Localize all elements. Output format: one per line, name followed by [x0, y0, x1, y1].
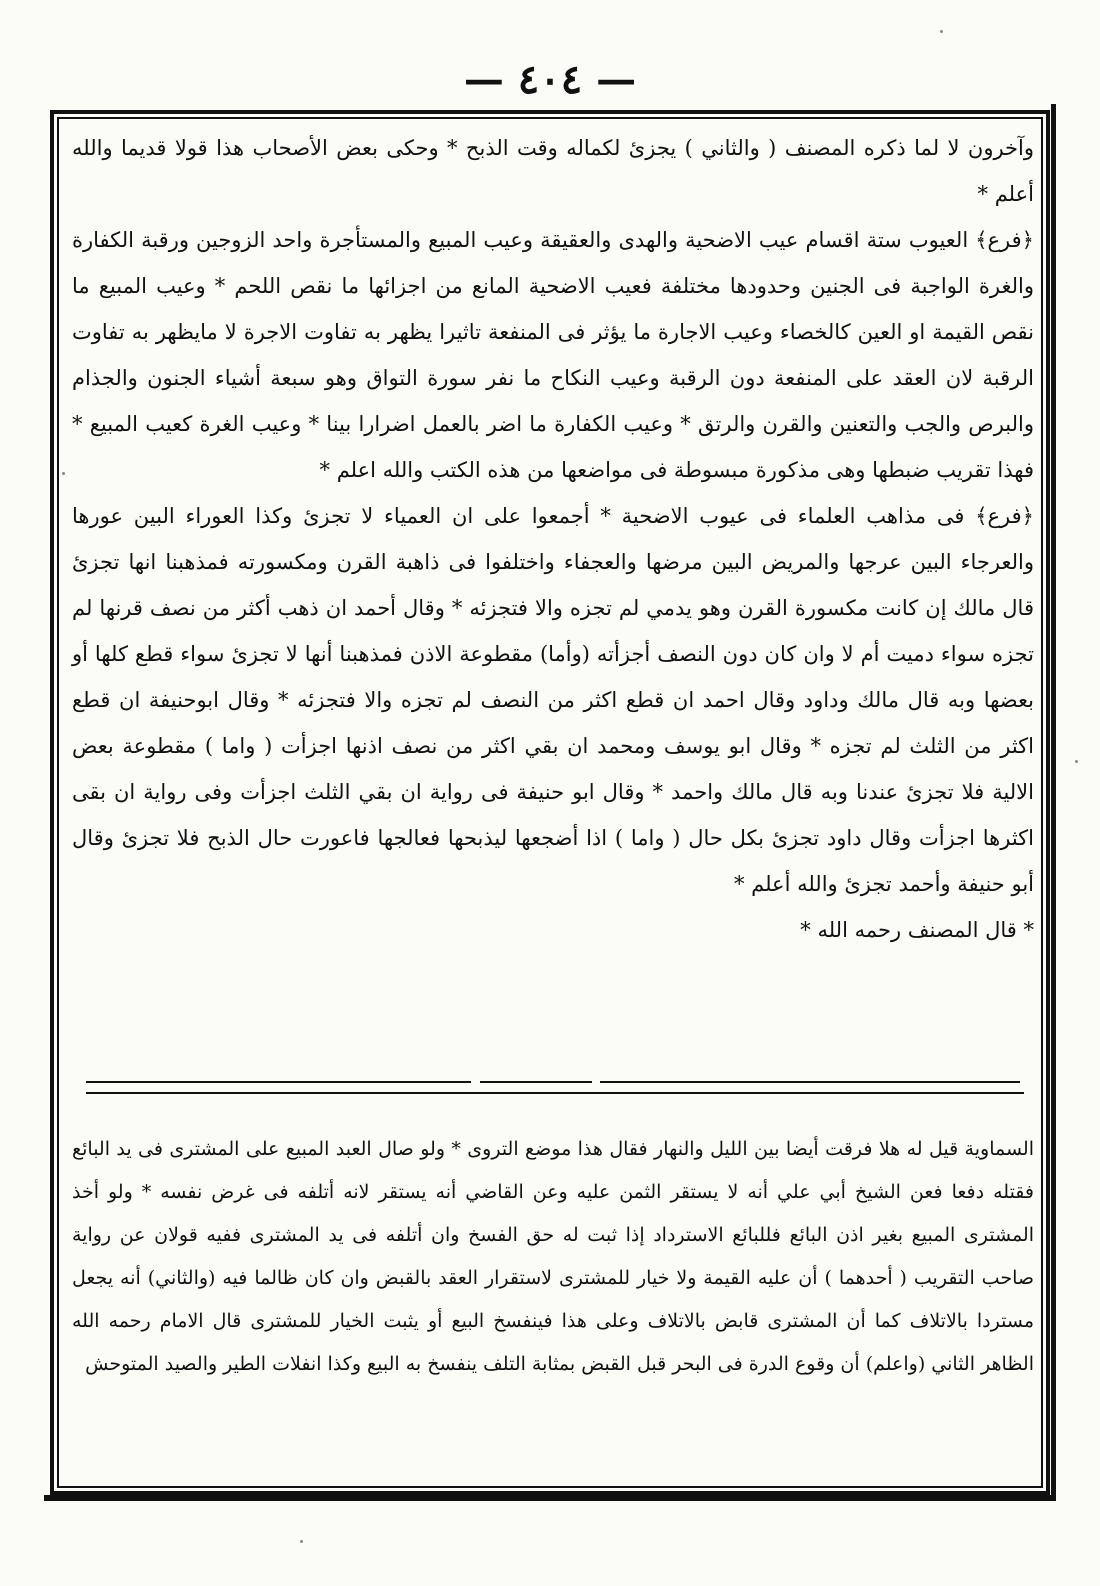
paper-speck: [300, 1540, 303, 1543]
main-paragraph: وآخرون لا لما ذكره المصنف ( والثاني ) يجزئ لكماله وقت الذبح * وحكى بعض الأصحاب هذا قولا قديما والله أعلم *: [72, 136, 1034, 206]
main-paragraph: * قال المصنف رحمه الله *: [800, 918, 1034, 942]
paper-speck: [940, 30, 943, 33]
footnote-paragraph: السماوية قيل له هلا فرقت أيضا بين الليل والنهار فقال هذا موضع التروى * ولو صال العبد المبيع على المشترى فى يد البائع فقتله دفعا فعن الشيخ أبي علي أنه لا يستقر الثمن عليه وعن القاضي أنه يستقر لانه أتلفه فى غرض نفسه * ولو أخذ المشترى المبيع بغير اذن البائع فللبائع الاسترداد إذا ثبت له حق الفسخ وان أتلفه فى يد المشترى ففيه قولان عن رواية صاحب التقريب ( أحدهما ) أن عليه القيمة ولا خيار للمشترى لاستقرار العقد بالقبض وان كان ظالما فيه (والثاني) أنه يجعل مستردا بالاتلاف كما أن المشترى قابض بالاتلاف وعلى هذا فينفسخ البيع أو يثبت الخيار للمشترى قال الامام رحمه الله الظاهر الثاني (واعلم) أن وقوع الدرة فى البحر قبل القبض بمثابة التلف ينفسخ به البيع وكذا انفلات الطير والصيد المتوحش: [72, 1138, 1034, 1375]
footnote-text: [72, 1128, 1034, 1386]
separator-line: [86, 1081, 471, 1083]
separator-line: [600, 1081, 1020, 1083]
main-paragraph: ﴿فرع﴾ فى مذاهب العلماء فى عيوب الاضحية * أجمعوا على ان العمياء لا تجزئ وكذا العوراء البين عورها والعرجاء البين عرجها والمريض البين مرضها والعجفاء واختلفوا فى ذاهبة القرن ومكسورته فمذهبنا انها تجزئ قال مالك إن كانت مكسورة القرن وهو يدمي لم تجزه والا فتجزئه * وقال أحمد ان ذهب أكثر من نصف قرنها لم تجزه سواء دميت أم لا وان كان دون النصف أجزأته (وأما) مقطوعة الاذن فمذهبنا أنها لا تجزئ سواء قطع كلها أو بعضها وبه قال مالك وداود وقال احمد ان قطع اكثر من النصف لم تجزه والا فتجزئه * وقال ابوحنيفة ان قطع اكثر من الثلث لم تجزه * وقال ابو يوسف ومحمد ان بقي اكثر من نصف اذنها اجزأت ( واما ) مقطوعة بعض الالية فلا تجزئ عندنا وبه قال مالك واحمد * وقال ابو حنيفة فى رواية ان بقي الثلث اجزأت وفى رواية ان بقى اكثرها اجزأت وقال داود تجزئ بكل حال ( واما ) اذا أضجعها ليذبحها فعالجها فاعورت حال الذبح فلا تجزئ وقال أبو حنيفة وأحمد تجزئ والله أعلم *: [72, 504, 1034, 896]
paper-speck: [1075, 760, 1078, 763]
main-text: [72, 125, 1034, 953]
paper-speck: [62, 472, 65, 475]
footnote-divider: [86, 1092, 1024, 1094]
page-number: — ٤٠٤ —: [463, 56, 637, 103]
separator-line: [480, 1081, 592, 1083]
main-paragraph: ﴿فرع﴾ العيوب ستة اقسام عيب الاضحية والهدى والعقيقة وعيب المبيع والمستأجرة واحد الزوجين ورقبة الكفارة والغرة الواجبة فى الجنين وحدودها مختلفة فعيب الاضحية المانع من اجزائها ما نقص اللحم * وعيب المبيع ما نقص القيمة او العين كالخصاء وعيب الاجارة ما يؤثر فى المنفعة تاثيرا يظهر به تفاوت الاجرة لا مايظهر به تفاوت الرقبة لان العقد على المنفعة دون الرقبة وعيب النكاح ما نفر سورة التواق وهو سبعة أشياء الجنون والجذام والبرص والجب والتعنين والقرن والرتق * وعيب الكفارة ما اضر بالعمل اضرارا بينا * وعيب الغرة كعيب المبيع * فهذا تقريب ضبطها وهى مذكورة مبسوطة فى مواضعها من هذه الكتب والله اعلم *: [72, 228, 1034, 482]
